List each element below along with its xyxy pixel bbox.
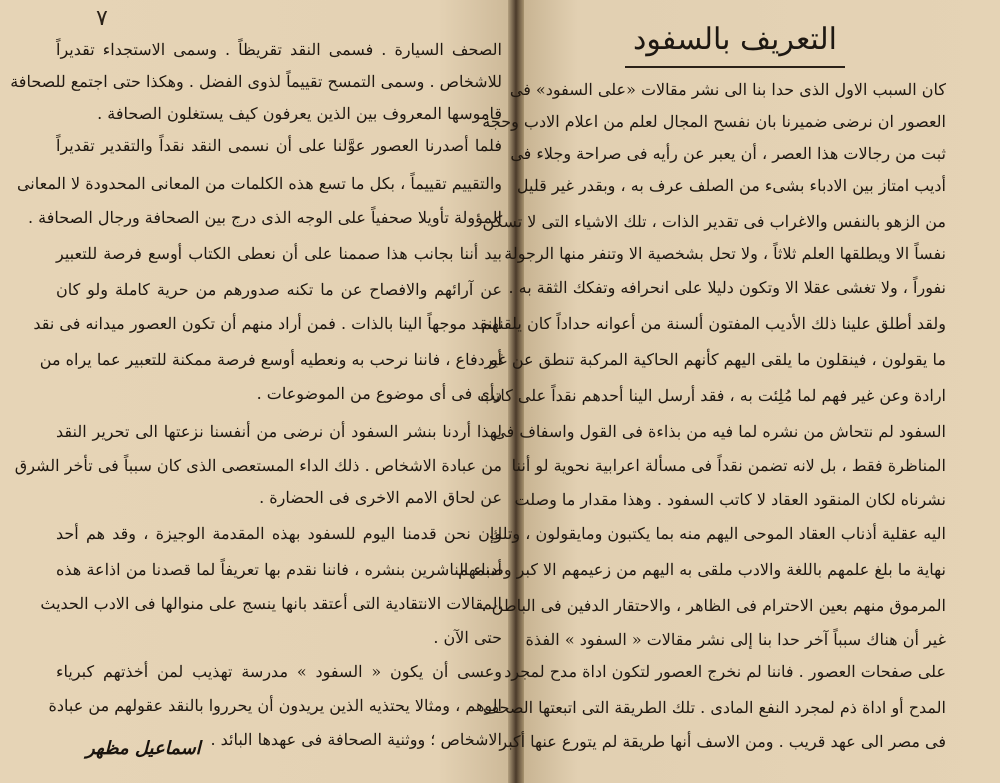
left-text-line: قاموسها المعروف بين الذين يعرفون كيف يستغلون الصحافة . xyxy=(97,104,502,123)
right-text-line: نفساً الا ويطلقها العلم ثلاثاً ، ولا تحل بشخصية الا وتنفر منها الرجولة xyxy=(504,244,946,263)
right-text-line: كان السبب الاول الذى حدا بنا الى نشر مقالات «على السفود» فى xyxy=(509,80,946,99)
right-text-line: العصور ان نرضى ضميرنا بان نفسح المجال لعلم من اعلام الادب وحجة xyxy=(482,112,946,131)
right-text-line: على صفحات العصور . فاننا لم نخرج العصور لتكون اداة مدح لمجرد xyxy=(504,662,946,681)
left-text-line: الوهم ، ومثالا يحتذيه الذين يريدون أن يحرروا بالنقد عقولهم من عبادة xyxy=(48,696,502,715)
left-text-line: أدباء الناشرين بنشره ، فاننا نقدم بها تعريفاً لما قصدنا من اذاعة هذه xyxy=(56,560,502,579)
left-text-line: عن آرائهم والافصاح عن ما تكنه صدورهم من حرية كاملة ولو كان xyxy=(56,280,502,299)
left-text-line: الصحف السيارة . فسمى النقد تقريظاً . وسمى الاستجداء تقديراً xyxy=(56,40,502,59)
left-text-line: أو دفاع ، فاننا نرحب به ونعطيه أوسع فرصة ممكنة للتعبير عما يراه من xyxy=(39,350,502,369)
left-text-line: لهذا أردنا بنشر السفود أن نرضى من أنفسنا نزعتها الى تحرير النقد xyxy=(56,422,502,441)
chapter-title: التعريف بالسفود xyxy=(633,22,837,57)
left-text-line: من عبادة الاشخاص . ذلك الداء المستعصى الذى كان سبباً فى تأخر الشرق xyxy=(14,456,502,475)
left-text-line: وعسى أن يكون « السفود » مدرسة تهذيب لمن أخذتهم كبرياء xyxy=(56,662,502,681)
author-signature: اسماعيل مظهر xyxy=(86,738,201,759)
right-text-line: نشرناه لكان المنقود العقاد لا كاتب السفود . وهذا مقدار ما وصلت xyxy=(514,490,946,509)
right-text-line: المرموق منهم بعين الاحترام فى الظاهر ، والاحتقار الدفين فى الباطن . xyxy=(481,596,946,615)
page-number: ٧ xyxy=(96,6,108,31)
right-text-line: ثبت من رجالات هذا العصر ، أن يعبر عن رأيه فى صراحة وجلاء فى xyxy=(510,144,946,163)
left-text-line: وإن نحن قدمنا اليوم للسفود بهذه المقدمة الوجيزة ، وقد هم أحد xyxy=(56,524,502,543)
left-text-line: حتى الآن . xyxy=(433,628,502,647)
right-text-line: المدح أو اداة ذم لمجرد النفع المادى . تلك الطريقة التى اتبعتها الصحف xyxy=(483,698,946,717)
right-text-line: السفود لم نتحاش من نشره لما فيه من بذاءة فى القول واسفاف فى xyxy=(493,422,946,441)
right-text-line: نهاية ما بلغ علمهم باللغة والادب ملقى به اليهم من زعيمهم الا كبر وصنمهم xyxy=(458,560,946,579)
right-text-line: المناظرة فقط ، بل لانه تضمن نقداً فى مسألة اعرابية نحوية لو أننا xyxy=(511,456,946,475)
title-underline xyxy=(625,66,845,68)
right-text-line: أديب امتاز بين الادباء بشىء من الصلف عرف به ، وبقدر غير قليل xyxy=(516,176,946,195)
right-text-line: فى مصر الى عهد قريب . ومن الاسف أنها طريقة لم يتورع عنها أكبر xyxy=(499,732,946,751)
left-text-line: الاشخاص ؛ ووثنية الصحافة فى عهدها البائد . xyxy=(210,730,502,749)
right-text-line: ارادة وعن غير فهم لما مُلِئت به ، فقد أرسل الينا أحدهم نقداً على كاتب xyxy=(480,386,946,405)
left-text-line: عن لحاق الامم الاخرى فى الحضارة . xyxy=(259,488,502,507)
right-text-line: غير أن هناك سبباً آخر حدا بنا إلى نشر مقالات « السفود » الفذة xyxy=(525,630,946,649)
left-text-line: المؤولة تأويلا صحفياً على الوجه الذى درج بين الصحافة ورجال الصحافة . xyxy=(27,208,502,227)
left-text-line: رأى فى أى موضوع من الموضوعات . xyxy=(256,384,502,403)
right-text-line: ما يقولون ، فينقلون ما يلقى اليهم كأنهم الحاكية المركبة تنطق عن غير xyxy=(484,350,946,369)
left-text-line: بيد أننا بجانب هذا صممنا على أن نعطى الكتاب أوسع فرصة للتعبير xyxy=(56,244,502,263)
left-text-line: للاشخاص . وسمى التمسح تقييماً لذوى الفضل . وهكذا حتى اجتمع للصحافة xyxy=(10,72,502,91)
left-text-line: النقد موجهاً الينا بالذات . فمن أراد منهم أن تكون العصور ميدانه فى نقد xyxy=(33,314,502,333)
left-text-line: والتقييم تقييماً ، بكل ما تسع هذه الكلمات من المعانى المحدودة لا المعانى xyxy=(16,174,502,193)
left-text-line: المقالات الانتقادية التى أعتقد بانها ينسج على منوالها فى الادب الحديث xyxy=(40,594,502,613)
right-text-line: ولقد أطلق علينا ذلك الأديب المفتون ألسنة من أعوانه حداداً كان يلقنهم xyxy=(481,314,946,333)
right-text-line: نفوراً ، ولا تغشى عقلا الا وتكون دليلا على انحرافه وتفكك الثقة به . xyxy=(508,278,946,297)
right-text-line: من الزهو بالنفس والاغراب فى تقدير الذات ، تلك الاشياء التى لا تسكن xyxy=(482,212,946,231)
right-text-line: اليه عقلية أذناب العقاد الموحى اليهم منه بما يكتبون ومايقولون ، وتلك xyxy=(489,524,946,543)
left-text-line: فلما أصدرنا العصور عوَّلنا على أن نسمى النقد نقداً والتقدير تقديراً xyxy=(56,136,502,155)
